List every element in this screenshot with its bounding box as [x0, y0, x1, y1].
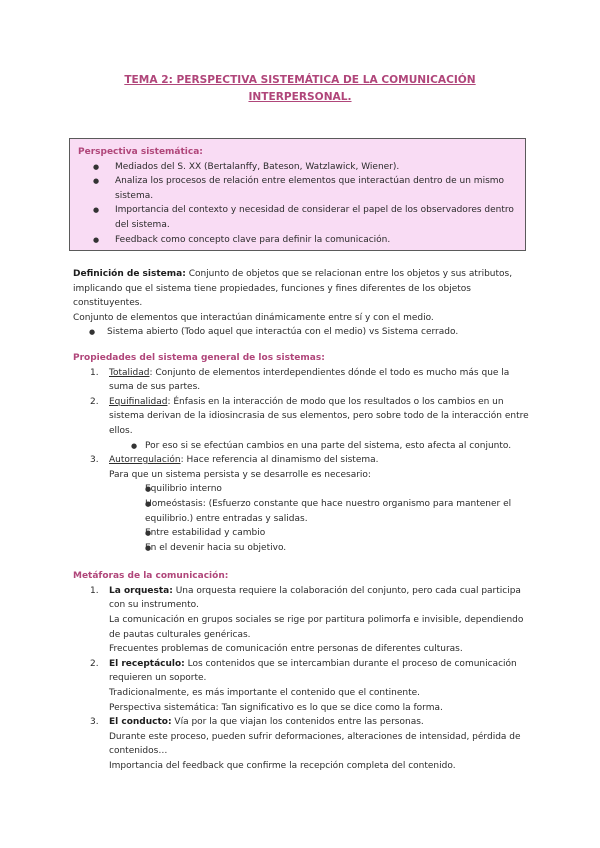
list-item: ● Mediados del S. XX (Bertalanffy, Bateson, Watzlawick, Wiener). [78, 160, 517, 175]
item-text: Vía por la que viajan los contenidos entre las personas. [171, 717, 424, 728]
main-content [73, 267, 533, 774]
summary-list [78, 160, 517, 248]
definition-text-2: Conjunto de elementos que interactúan dinámicamente entre sí y con el medio. [73, 312, 434, 323]
item-text: Los contenidos que se intercambian durante el proceso de comunicación requieren un soporte. [109, 658, 517, 684]
list-item: ● Feedback como concepto clave para definir la comunicación. [78, 233, 517, 248]
item-number: 1. [90, 367, 99, 378]
item-line: Perspectiva sistemática: Tan significativo es lo que se dice como la forma. [109, 702, 443, 713]
sub-list [109, 482, 533, 555]
metaforas-list [73, 584, 533, 774]
list-item: ● Homeóstasis: (Esfuerzo constante que hace nuestro organismo para mantener el equilibrio.) entre entradas y salidas. [131, 497, 533, 526]
item-text: : Hace referencia al dinamismo del sistema. [180, 455, 379, 466]
list-item: ● Entre estabilidad y cambio [131, 526, 533, 541]
item-term: La orquesta: [109, 585, 173, 596]
definition-term: Definición de sistema: [73, 269, 186, 279]
sub-list [109, 439, 533, 454]
item-number: 2. [90, 396, 99, 407]
title-line-2: INTERPERSONAL. [248, 91, 352, 103]
definition-list [73, 325, 533, 340]
list-item: ● Sistema abierto (Todo aquel que interactúa con el medio) vs Sistema cerrado. [89, 325, 533, 340]
item-line: Durante este proceso, pueden sufrir deformaciones, alteraciones de intensidad, pérdida de contenidos… [109, 731, 521, 757]
item-line: Frecuentes problemas de comunicación entre personas de diferentes culturas. [109, 644, 463, 655]
item-line: Tradicionalmente, es más importante el contenido que el continente. [109, 688, 421, 699]
item-term: El receptáculo: [109, 658, 185, 669]
item-number: 2. [90, 658, 99, 669]
item-number: 3. [90, 717, 99, 728]
item-extra: Para que un sistema persista y se desarrolle es necesario: [109, 469, 371, 480]
summary-heading: Perspectiva sistemática: [78, 147, 203, 157]
page-title [0, 72, 600, 106]
item-term: El conducto: [109, 717, 172, 728]
list-item [73, 395, 533, 453]
list-item [73, 453, 533, 555]
item-term: Autorregulación [109, 455, 181, 466]
item-text: : Énfasis en la interacción de modo que los resultados o los cambios en un sistema derivan de la idiosincrasia de sus elementos, pero sobre todo de la interacción entre ellos. [109, 396, 529, 436]
list-item [73, 584, 533, 657]
section-heading-metaforas: Metáforas de la comunicación: [73, 571, 229, 582]
item-text: : Conjunto de elementos interdependientes dónde el todo es mucho más que la suma de sus partes. [109, 367, 510, 393]
list-item [73, 366, 533, 395]
item-term: Equifinalidad [109, 396, 168, 407]
list-item: ● En el devenir hacia su objetivo. [131, 541, 533, 556]
summary-box [69, 138, 526, 251]
definition-text: Conjunto de objetos que se relacionan entre los objetos y sus atributos, implicando que el sistema tiene propiedades, funciones y fines diferentes de los objetos constituyentes. [73, 269, 513, 309]
item-number: 1. [90, 585, 99, 596]
item-text: Una orquesta requiere la colaboración del conjunto, pero cada cual participa con su instrumento. [109, 585, 521, 611]
list-item: ● Importancia del contexto y necesidad de considerar el papel de los observadores dentro del sistema. [78, 203, 517, 232]
list-item [73, 657, 533, 715]
item-term: Totalidad [109, 367, 150, 378]
item-line: Importancia del feedback que confirme la recepción completa del contenido. [109, 761, 456, 771]
list-item: ● Equilibrio interno [131, 482, 533, 497]
item-number: 3. [90, 455, 99, 466]
list-item: ● Analiza los procesos de relación entre elementos que interactúan dentro de un mismo sistema. [78, 174, 517, 203]
title-line-1: TEMA 2: PERSPECTIVA SISTEMÁTICA DE LA COMUNICACIÓN [124, 74, 476, 86]
list-item [73, 715, 533, 773]
list-item: ● Por eso si se efectúan cambios en una parte del sistema, esto afecta al conjunto. [131, 439, 533, 454]
propiedades-list [73, 366, 533, 556]
item-line: La comunicación en grupos sociales se rige por partitura polimorfa e invisible, dependiendo de pautas culturales genéricas. [109, 615, 524, 640]
section-heading-propiedades: Propiedades del sistema general de los sistemas: [73, 352, 325, 363]
definition-paragraph [73, 267, 533, 311]
